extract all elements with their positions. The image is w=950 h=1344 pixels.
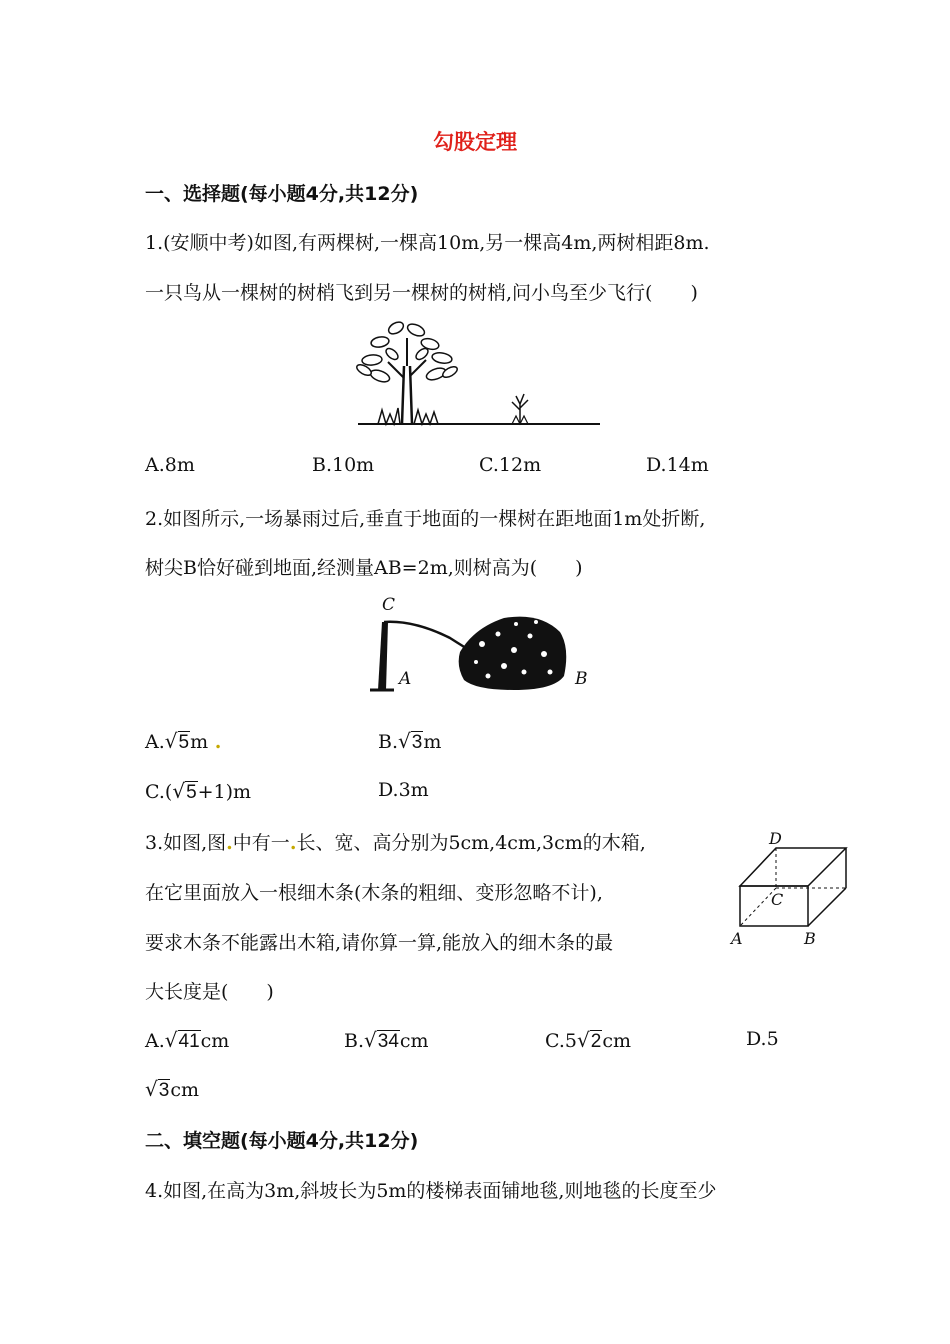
q2-label-c: C — [382, 595, 396, 615]
q3-option-c[interactable]: C.5√2cm — [545, 1028, 631, 1052]
q2-text-line2: 树尖B恰好碰到地面,经测量AB=2m,则树高为( ) — [145, 557, 583, 579]
section-heading-fill-in: 二、填空题(每小题4分,共12分) — [145, 1130, 419, 1152]
q3-text-line3: 要求木条不能露出木箱,请你算一算,能放入的细木条的最 — [145, 932, 614, 954]
q1-option-d[interactable]: D.14m — [646, 454, 709, 476]
q1-text-line1: 1.(安顺中考)如图,有两棵树,一棵高10m,另一棵高4m,两树相距8m. — [145, 232, 710, 254]
page-title: 勾股定理 — [433, 130, 517, 154]
q3-label-c: C — [771, 890, 784, 909]
q2-label-a: A — [399, 669, 412, 689]
q1-text-line2: 一只鸟从一棵树的树梢飞到另一棵树的树梢,问小鸟至少飞行( ) — [145, 282, 698, 304]
section-heading-choice: 一、选择题(每小题4分,共12分) — [145, 183, 419, 205]
q1-option-a[interactable]: A.8m — [145, 454, 195, 476]
q3-option-d[interactable]: D.5 — [746, 1028, 779, 1050]
q3-option-d-continued: √3cm — [145, 1077, 199, 1101]
q2-option-c[interactable]: C.(√5+1)m — [145, 779, 252, 803]
q2-option-a[interactable]: A.√5m . — [145, 729, 222, 753]
q3-text-line1: 3.如图,图.中有一.长、宽、高分别为5cm,4cm,3cm的木箱, — [145, 832, 646, 854]
q3-text-line4: 大长度是( ) — [145, 981, 274, 1003]
q3-option-b[interactable]: B.√34cm — [344, 1028, 429, 1052]
q2-text-line1: 2.如图所示,一场暴雨过后,垂直于地面的一棵树在距地面1m处折断, — [145, 508, 706, 530]
q2-label-b: B — [575, 669, 588, 689]
q2-option-b[interactable]: B.√3m — [378, 729, 442, 753]
q3-option-a[interactable]: A.√41cm — [145, 1028, 230, 1052]
q4-text-line1: 4.如图,在高为3m,斜坡长为5m的楼梯表面铺地毯,则地毯的长度至少 — [145, 1180, 717, 1202]
q1-option-c[interactable]: C.12m — [479, 454, 542, 476]
q2-option-d[interactable]: D.3m — [378, 779, 429, 801]
q1-option-b[interactable]: B.10m — [312, 454, 375, 476]
q3-label-d: D — [769, 829, 782, 848]
two-trees-figure — [350, 318, 605, 430]
q3-label-a: A — [731, 929, 743, 948]
wooden-box-figure — [730, 840, 855, 932]
q3-text-line2: 在它里面放入一根细木条(木条的粗细、变形忽略不计), — [145, 882, 603, 904]
q3-label-b: B — [804, 929, 816, 948]
